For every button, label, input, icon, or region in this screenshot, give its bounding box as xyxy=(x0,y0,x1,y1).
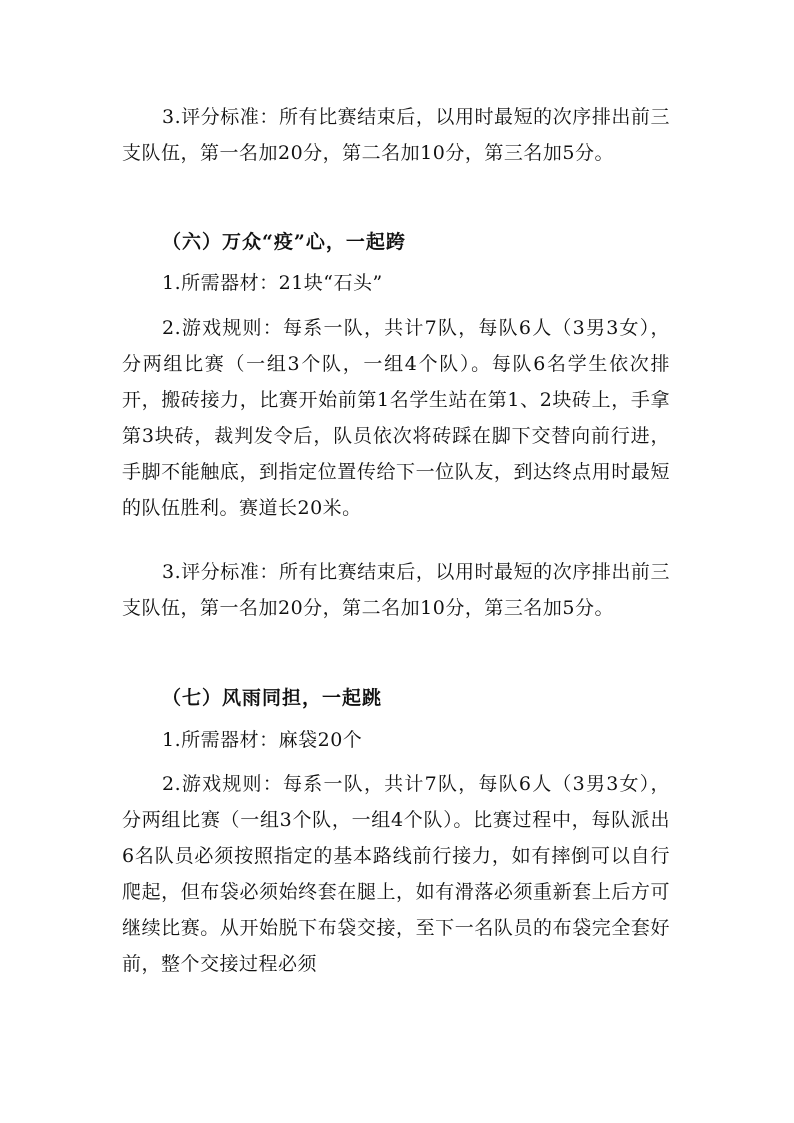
section-6-scoring-paragraph: 3.评分标准：所有比赛结束后，以用时最短的次序排出前三支队伍，第一名加20分，第二名加10分，第三名加5分。 xyxy=(122,561,670,619)
section-6-heading: （六）万众“疫”心，一起跨 xyxy=(162,231,406,253)
section-6-rules-paragraph: 2.游戏规则：每系一队，共计7队，每队6人（3男3女），分两组比赛（一组3个队，一组4个队）。每队6名学生依次排开，搬砖接力，比赛开始前第1名学生站在第1、2块砖上，手拿第3块砖，裁判发令后，队员依次将砖踩在脚下交替向前行进，手脚不能触底，到指定位置传给下一位队友，到达终点用时最短的队伍胜利。赛道长20米。 xyxy=(122,317,670,519)
section-7-heading: （七）风雨同担，一起跳 xyxy=(162,687,383,709)
section-3-scoring-paragraph: 3.评分标准：所有比赛结束后，以用时最短的次序排出前三支队伍，第一名加20分，第二名加10分，第三名加5分。 xyxy=(122,106,670,164)
section-7-equipment-paragraph: 1.所需器材：麻袋20个 xyxy=(162,729,363,751)
section-6-equipment-paragraph: 1.所需器材：21块“石头” xyxy=(162,272,383,294)
section-7-rules-paragraph: 2.游戏规则：每系一队，共计7队，每队6人（3男3女），分两组比赛（一组3个队，一组4个队）。比赛过程中，每队派出6名队员必须按照指定的基本路线前行接力，如有摔倒可以自行爬起，但布袋必须始终套在腿上，如有滑落必须重新套上后方可继续比赛。从开始脱下布袋交接，至下一名队员的布袋完全套好前，整个交接过程必须 xyxy=(122,773,670,975)
